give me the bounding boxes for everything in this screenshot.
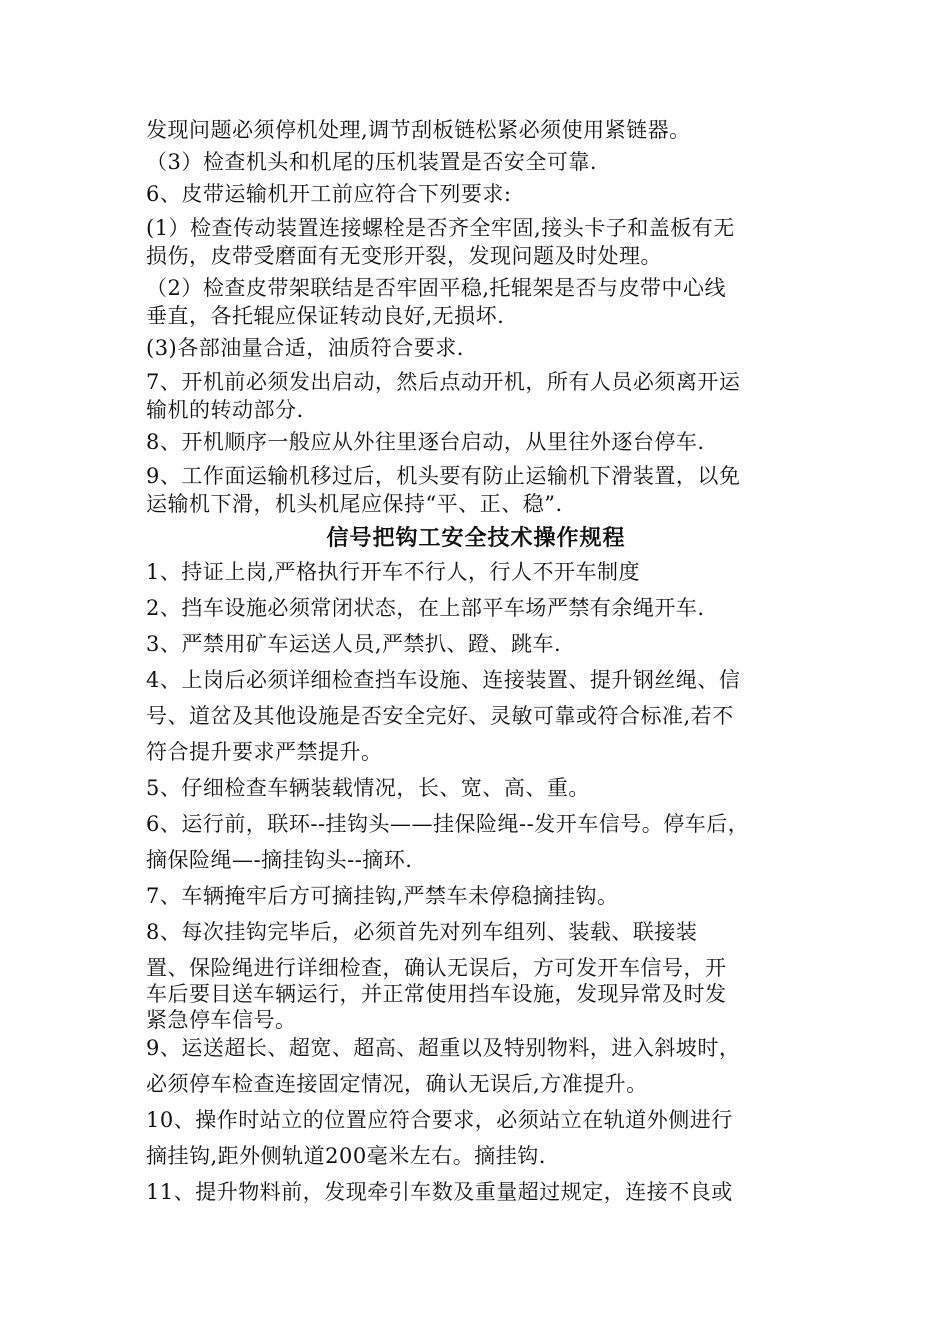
- text-line: （3）检查机头和机尾的压机装置是否安全可靠.: [146, 150, 598, 174]
- text-line: 垂直，各托辊应保证转动良好,无损坏.: [146, 304, 505, 328]
- text-line: 5、仔细检查车辆装载情况，长、宽、高、重。: [146, 776, 590, 800]
- text-line: 11、提升物料前，发现牵引车数及重量超过规定，连接不良或: [146, 1180, 733, 1204]
- text-line: 紧急停车信号。: [146, 1008, 297, 1032]
- text-line: 符合提升要求严禁提升。: [146, 740, 383, 764]
- text-line: 3、严禁用矿车运送人员,严禁扒、蹬、跳车.: [146, 632, 562, 656]
- text-line: 2、挡车设施必须常闭状态，在上部平车场严禁有余绳开车.: [146, 596, 705, 620]
- text-line: 车后要目送车辆运行，并正常使用挡车设施，发现异常及时发: [146, 982, 727, 1006]
- text-line: 号、道岔及其他设施是否安全完好、灵敏可靠或符合标准,若不: [146, 704, 734, 728]
- text-line: 摘挂钩,距外侧轨道200毫米左右。摘挂钩.: [146, 1144, 546, 1168]
- text-line: 摘保险绳—-摘挂钩头--摘环.: [146, 848, 413, 872]
- text-line: 9、运送超长、超宽、超高、超重以及特别物料，进入斜坡时，: [146, 1036, 741, 1060]
- text-line: (3)各部油量合适，油质符合要求.: [146, 336, 464, 360]
- text-line: 运输机下滑，机头机尾应保持“平、正、稳”.: [146, 492, 563, 516]
- text-line: 10、操作时站立的位置应符合要求，必须站立在轨道外侧进行: [146, 1108, 733, 1132]
- text-line: 7、车辆掩牢后方可摘挂钩,严禁车未停稳摘挂钩。: [146, 884, 619, 908]
- text-line: 必须停车检查连接固定情况，确认无误后,方准提升。: [146, 1072, 648, 1096]
- section-title: 信号把钩工安全技术操作规程: [326, 525, 626, 551]
- text-line: 4、上岗后必须详细检查挡车设施、连接装置、提升钢丝绳、信: [146, 668, 741, 692]
- text-line: 6、皮带运输机开工前应符合下列要求:: [146, 182, 512, 206]
- text-line: 7、开机前必须发出启动，然后点动开机，所有人员必须离开运: [146, 370, 741, 394]
- text-line: 输机的转动部分.: [146, 398, 304, 422]
- text-line: 损伤，皮带受磨面有无变形开裂，发现问题及时处理。: [146, 244, 662, 268]
- text-line: 发现问题必须停机处理,调节刮板链松紧必须使用紧链器。: [146, 118, 691, 142]
- text-line: 8、每次挂钩完毕后，必须首先对列车组列、装载、联接装: [146, 920, 698, 944]
- text-line: (1）检查传动装置连接螺栓是否齐全牢固,接头卡子和盖板有无: [146, 216, 735, 240]
- text-line: 8、开机顺序一般应从外往里逐台启动，从里往外逐台停车.: [146, 430, 705, 454]
- text-line: 6、运行前，联环--挂钩头——挂保险绳--发开车信号。停车后，: [146, 812, 750, 836]
- text-line: （2）检查皮带架联结是否牢固平稳,托辊架是否与皮带中心线: [146, 276, 727, 300]
- text-line: 置、保险绳进行详细检查，确认无误后，方可发开车信号，开: [146, 956, 727, 980]
- text-line: 1、持证上岗,严格执行开车不行人，行人不开车制度: [146, 560, 641, 584]
- text-line: 9、工作面运输机移过后，机头要有防止运输机下滑装置，以免: [146, 464, 741, 488]
